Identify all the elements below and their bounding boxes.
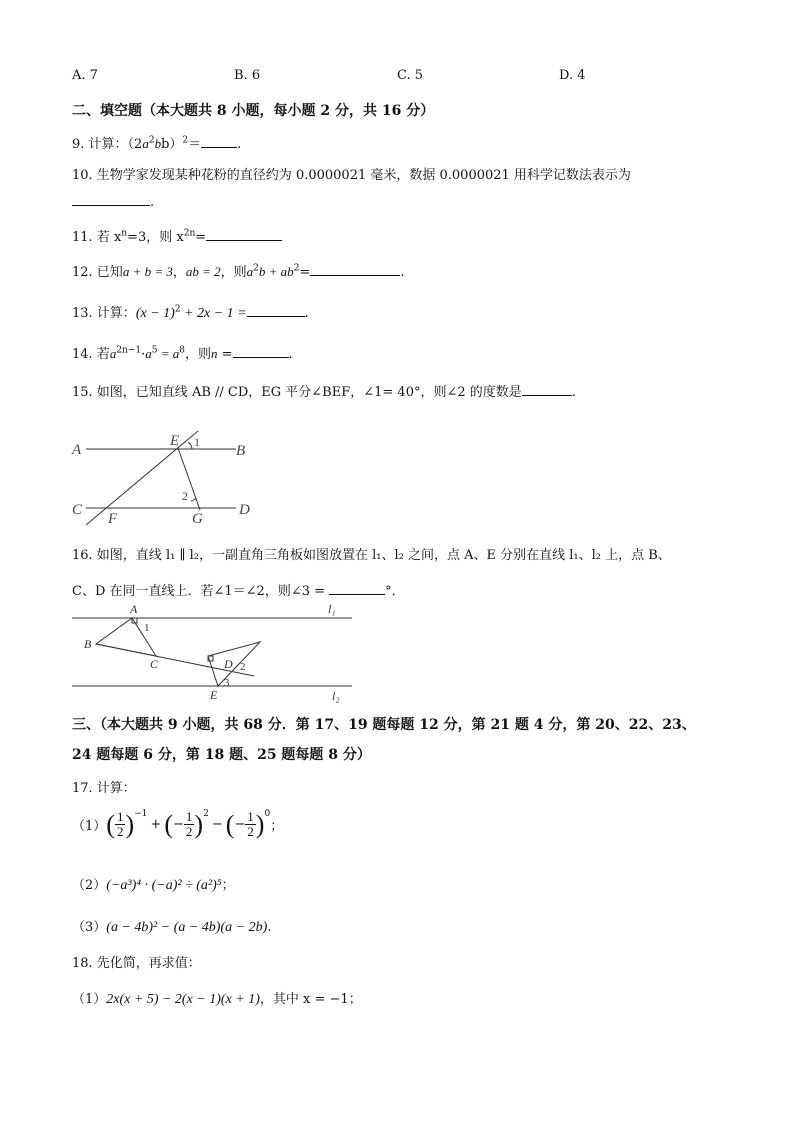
answer-blank[interactable] [310, 263, 400, 276]
answer-blank[interactable] [522, 383, 572, 396]
label-l1: l₁ [328, 602, 336, 616]
label-c: C [72, 502, 83, 518]
question-16-line1: 16. 如图，直线 l₁ ∥ l₂，一副直角三角板如图放置在 l₁、l₂ 之间，点 A、E 分别在直线 l₁、l₂ 上，点 B、 [72, 548, 671, 563]
answer-blank[interactable] [72, 193, 150, 206]
question-10-answer: . [72, 193, 154, 210]
section3-title-line2: 24 题每题 6 分，第 18 题、25 题每题 8 分） [72, 747, 371, 763]
label-l2: l₂ [332, 689, 340, 703]
answer-blank[interactable] [233, 345, 289, 358]
question-18-part1: （1）2x(x + 5) − 2(x − 1)(x + 1)，其中 x = −1； [72, 992, 362, 1007]
angle-1-label: 1 [144, 622, 150, 634]
section2-title: 二、填空题（本大题共 8 小题，每小题 2 分，共 16 分） [72, 103, 435, 119]
question-11: 11. 若 $x^n=3$，则 $x^{2n}=$ [72, 226, 282, 245]
option-c: C. 5 [397, 68, 424, 83]
question-10: 10. 生物学家发现某种花粉的直径约为 0.0000021 毫米，数据 0.0000021 用科学记数法表示为 [72, 168, 631, 183]
angle-3-label: 3 [224, 677, 230, 689]
answer-blank[interactable] [329, 582, 385, 595]
label-d: D [224, 657, 233, 671]
label-a: A [130, 602, 138, 616]
question-18-title: 18. 先化简，再求值： [72, 956, 201, 971]
section3-title-line1: 三、（本大题共 9 小题，共 68 分．第 17、19 题每题 12 分，第 21 题 4 分，第 20、22、23、 [72, 717, 696, 733]
question-17-part3: （3）(a − 4b)² − (a − 4b)(a − 2b). [72, 920, 272, 935]
question-16-line2: C、D 在同一直线上．若∠1＝∠2，则∠3 = °． [72, 584, 405, 599]
label-e: E [210, 688, 218, 702]
angle-2-label: 2 [240, 661, 246, 673]
figure-16 [70, 600, 360, 704]
question-17-part2: （2）(−a³)⁴ · (−a)² ÷ (a²)⁵； [72, 878, 235, 893]
question-9: 9. 计算：$(2a^2bb)^2=$ . [72, 135, 242, 152]
question-17-title: 17. 计算： [72, 781, 136, 796]
question-15: 15. 如图，已知直线 AB // CD，EG 平分∠BEF，∠1= 40°，则∠2 的度数是 . [72, 385, 576, 400]
answer-blank[interactable] [206, 228, 282, 241]
question-12: 12. 已知a + b = 3，ab = 2，则$a^2b + ab^2=$ . [72, 263, 405, 280]
option-a: A. 7 [72, 68, 98, 83]
label-c: C [150, 657, 159, 671]
label-b: B [84, 637, 92, 651]
angle-2-label: 2 [182, 489, 188, 503]
label-f: F [108, 511, 118, 527]
option-b: B. 6 [234, 68, 261, 83]
answer-blank[interactable] [201, 135, 237, 148]
label-g: G [192, 511, 203, 527]
answer-blank[interactable] [247, 304, 305, 317]
label-e: E [170, 433, 180, 449]
question-13: 13. 计算：$(x - 1)^2 + 2x - 1$ = . [72, 304, 309, 321]
label-a: A [72, 442, 82, 458]
label-d: D [239, 502, 250, 518]
option-d: D. 4 [559, 68, 586, 83]
question-17-part1: （1） ( $\frac{1}{2}$ ) −1 + ( − $\frac{1}{2}$ ) 2 − ( − $\frac{1}{2}$ ) 0 ； [72, 809, 284, 839]
label-b: B [236, 443, 246, 459]
question-14: 14. 若$a^{2n-1}\cdot a^5 = a^8$，则n = . [72, 345, 293, 362]
angle-1-label: 1 [194, 435, 200, 449]
figure-15 [70, 428, 270, 528]
